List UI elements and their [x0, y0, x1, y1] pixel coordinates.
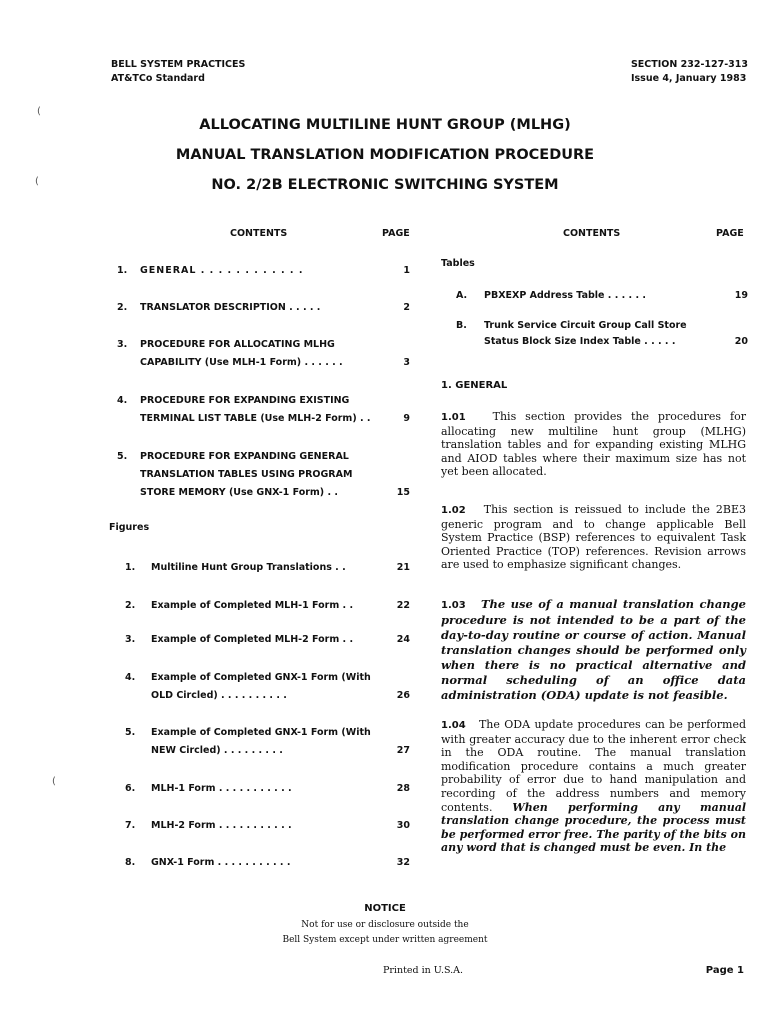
header-section: SECTION 232-127-313	[630, 59, 748, 70]
page-number: Page 1	[705, 965, 744, 976]
notice-heading: NOTICE	[364, 903, 406, 914]
header-standard: AT&TCo Standard	[111, 73, 205, 84]
paragraph-1-01: 1.01 This section provides the procedures for allocating new multiline hunt group (MLHG) translation tables and for expanding existing MLHG and AIOD tables where their maximum size has not yet been allocated.	[441, 410, 746, 479]
margin-mark: (	[37, 106, 41, 117]
section-heading: 1. GENERAL	[441, 380, 508, 391]
page-heading-left: PAGE	[382, 228, 410, 239]
notice-line-2: Bell System except under written agreement	[282, 935, 488, 945]
paragraph-1-03: 1.03 The use of a manual translation change procedure is not intended to be a part of the day-to-day routine or course of action. Manual translation changes should be performed only when there is no practical alternative and normal scheduling of an office data administration (ODA) update is not feasible.	[441, 597, 746, 702]
title-line-3: NO. 2/2B ELECTRONIC SWITCHING SYSTEM	[211, 177, 559, 193]
printed-in: Printed in U.S.A.	[383, 965, 464, 976]
header-right	[631, 58, 748, 86]
title-line-2: MANUAL TRANSLATION MODIFICATION PROCEDURE	[175, 147, 595, 163]
tables-label: Tables	[441, 258, 475, 269]
contents-heading-right: CONTENTS	[563, 228, 621, 239]
header-org: BELL SYSTEM PRACTICES	[111, 59, 246, 70]
paragraph-1-02: 1.02 This section is reissued to include the 2BE3 generic program and to change applicable Bell System Practice (BSP) references to equivalent Task Oriented Practice (TOP) references. Revision arrows are used to emphasize significant changes.	[441, 503, 746, 572]
paragraph-1-04: 1.04 The ODA update procedures can be performed with greater accuracy due to the inherent error check in the ODA routine. The manual translation modification procedure contains a much greater probability of error due to hand manipulation and recording of the address numbers and memory contents. When performing any manual translation change procedure, the process must be performed error free. The parity of the bits on any word that is changed must be even. In the	[441, 718, 747, 855]
contents-heading-left: CONTENTS	[230, 228, 288, 239]
figures-label: Figures	[109, 522, 150, 533]
title-line-1: ALLOCATING MULTILINE HUNT GROUP (MLHG)	[199, 117, 571, 133]
margin-mark: (	[52, 776, 56, 787]
header-left	[111, 58, 245, 86]
header-issue: Issue 4, January 1983	[630, 73, 747, 84]
margin-mark: (	[35, 176, 39, 187]
page-heading-right: PAGE	[716, 228, 744, 239]
notice-line-1: Not for use or disclosure outside the	[301, 920, 469, 930]
